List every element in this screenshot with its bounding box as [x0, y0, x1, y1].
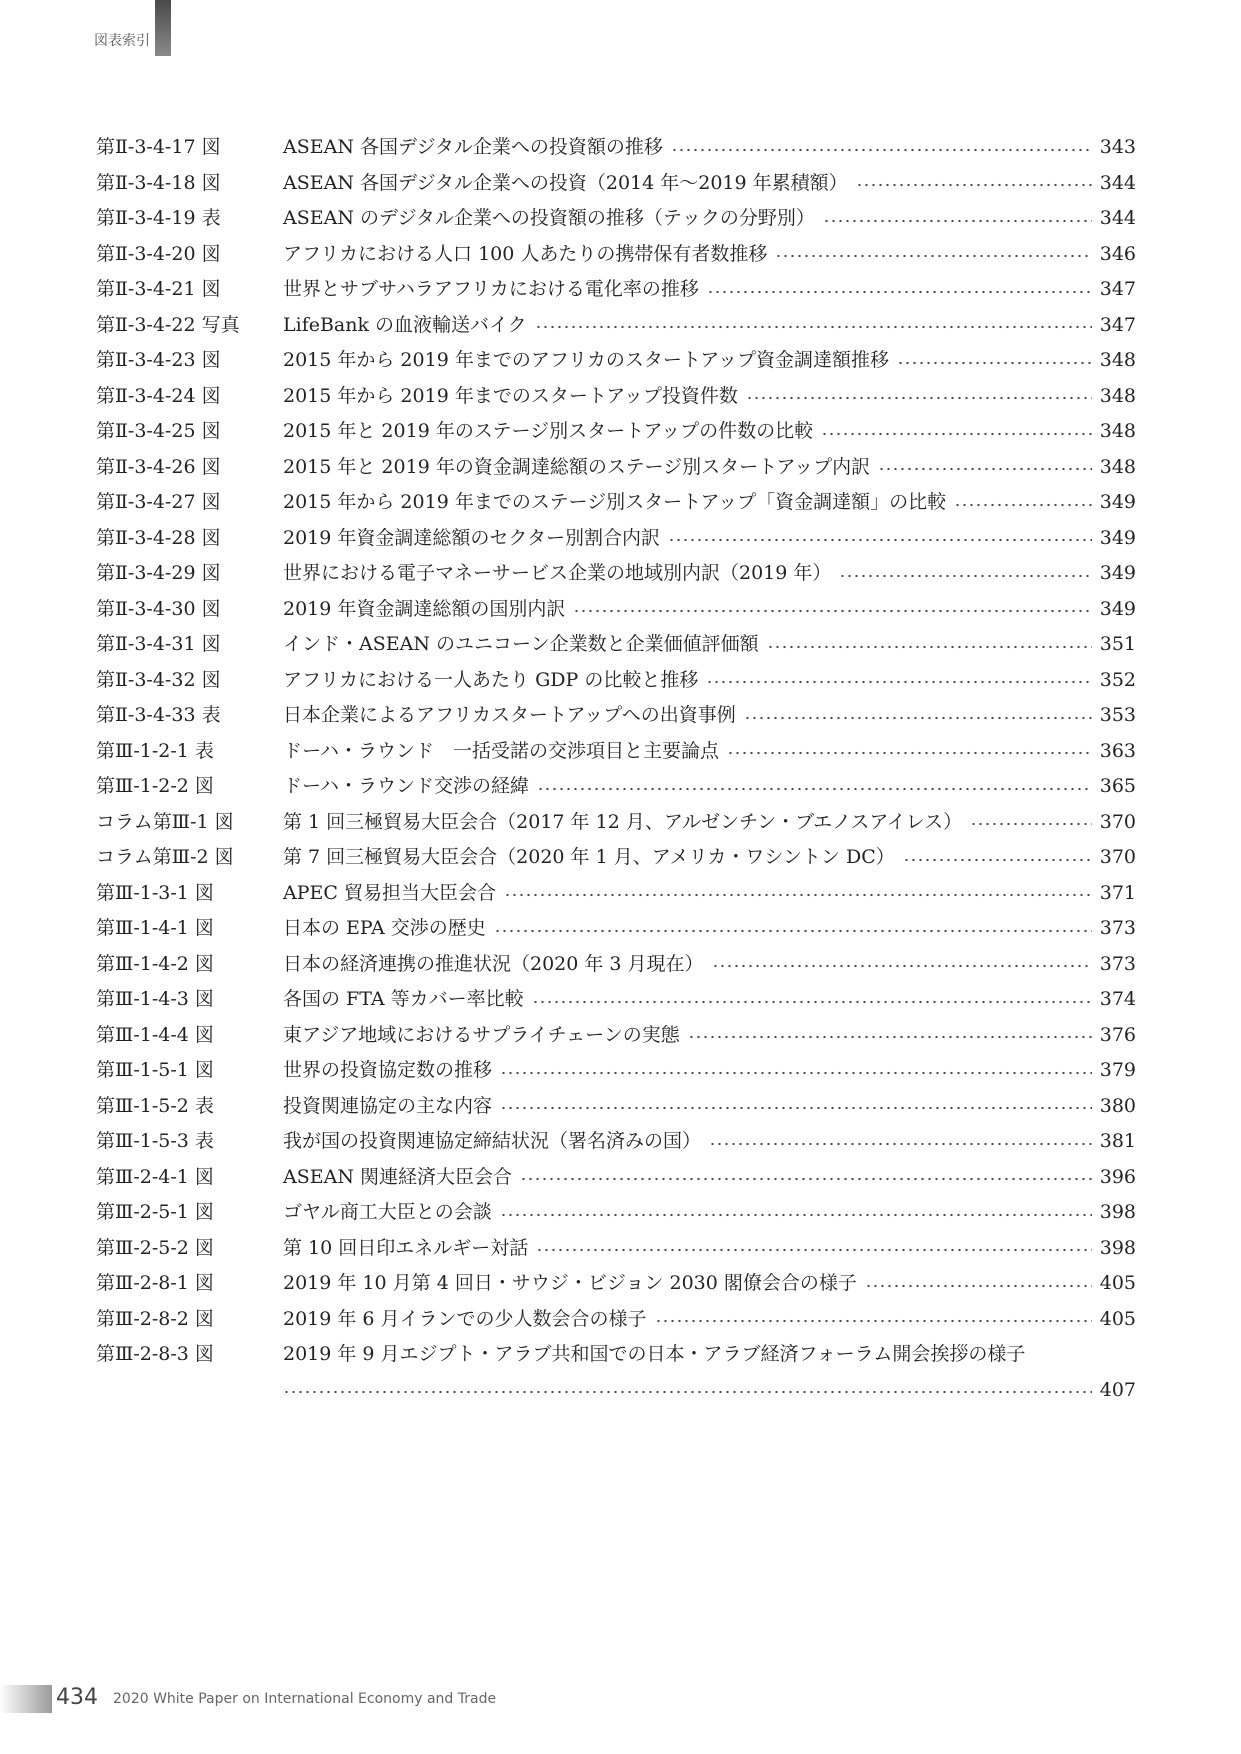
entry-page-number: 344 [1099, 171, 1136, 194]
index-entry[interactable] [96, 485, 1136, 521]
entry-label: 第Ⅲ-2-8-1 図 [96, 1272, 214, 1294]
dot-leader [500, 1213, 1092, 1217]
entry-page-number: 348 [1099, 349, 1136, 371]
entry-page-number: 381 [1099, 1130, 1136, 1152]
index-entry[interactable] [96, 272, 1136, 308]
index-entry[interactable] [96, 166, 1136, 202]
entry-page-number: 396 [1099, 1165, 1136, 1188]
index-entry[interactable] [96, 556, 1136, 592]
entry-page-number: 405 [1099, 1307, 1136, 1330]
entry-label: 第Ⅱ-3-4-19 表 [96, 207, 221, 229]
entry-page-number: 348 [1099, 455, 1136, 478]
dot-leader [500, 1106, 1092, 1110]
dot-leader [573, 609, 1091, 613]
entry-page-number: 347 [1099, 313, 1136, 336]
dot-leader [775, 254, 1091, 258]
entry-title: 世界における電子マネーサービス企業の地域別内訳（2019 年） [283, 562, 832, 584]
entry-page-number: 351 [1099, 633, 1136, 655]
entry-title: 日本の EPA 交渉の歴史 [283, 917, 486, 939]
entry-page-number: 349 [1099, 491, 1136, 513]
entry-label: コラム第Ⅲ-2 図 [96, 846, 234, 868]
index-entry[interactable] [96, 130, 1136, 166]
entry-label: 第Ⅱ-3-4-29 図 [96, 562, 221, 584]
entry-title: LifeBank の血液輸送バイク [283, 313, 527, 336]
dot-leader [709, 1142, 1092, 1146]
index-entry[interactable] [96, 876, 1136, 912]
dot-leader [671, 148, 1092, 152]
entry-title: インド・ASEAN のユニコーン企業数と企業価値評価額 [283, 633, 759, 655]
dot-leader [536, 1248, 1091, 1252]
entry-title: 2019 年資金調達総額の国別内訳 [283, 597, 566, 620]
dot-leader [744, 716, 1092, 720]
entry-title: 第 1 回三極貿易大臣会合（2017 年 12 月、アルゼンチン・ブエノスアイレス） [283, 810, 963, 833]
dot-leader [839, 574, 1091, 578]
entry-title: APEC 貿易担当大臣会合 [283, 881, 496, 904]
dot-leader [823, 219, 1092, 223]
dot-leader [821, 432, 1092, 436]
entry-label: 第Ⅲ-2-5-2 図 [96, 1236, 214, 1259]
entry-title: 2015 年と 2019 年の資金調達総額のステージ別スタートアップ内訳 [283, 455, 871, 478]
entry-title: 東アジア地域におけるサプライチェーンの実態 [283, 1023, 680, 1046]
index-entry[interactable] [96, 947, 1136, 983]
entry-page-number: 343 [1099, 136, 1136, 158]
entry-title: 2015 年から 2019 年までのスタートアップ投資件数 [283, 384, 738, 407]
entry-label: 第Ⅲ-1-4-1 図 [96, 917, 214, 939]
index-entry[interactable] [96, 982, 1136, 1018]
entry-title: 2019 年資金調達総額のセクター別割合内訳 [283, 526, 661, 549]
header-accent-bar [155, 0, 171, 56]
index-entry[interactable] [96, 1231, 1136, 1267]
entry-label: 第Ⅱ-3-4-23 図 [96, 349, 221, 371]
entry-label: 第Ⅱ-3-4-18 図 [96, 171, 221, 194]
entry-label: 第Ⅲ-1-3-1 図 [96, 881, 214, 904]
entry-title: ASEAN 各国デジタル企業への投資（2014 年～2019 年累積額） [283, 171, 848, 194]
dot-leader [500, 1071, 1092, 1075]
entry-page-number: 353 [1099, 704, 1136, 726]
entry-label: 第Ⅲ-2-5-1 図 [96, 1201, 214, 1223]
entry-page-number: 405 [1099, 1272, 1136, 1294]
entry-label: 第Ⅲ-2-8-2 図 [96, 1307, 214, 1330]
entry-label: 第Ⅱ-3-4-22 写真 [96, 313, 240, 336]
entry-title: 2019 年 10 月第 4 回日・サウジ・ビジョン 2030 閣僚会合の様子 [283, 1272, 857, 1294]
entry-label: コラム第Ⅲ-1 図 [96, 810, 234, 833]
entry-label: 第Ⅱ-3-4-32 図 [96, 668, 221, 691]
entry-page-number: 373 [1099, 952, 1136, 975]
dot-leader [865, 1284, 1092, 1288]
entry-page-number: 398 [1099, 1201, 1136, 1223]
index-entry[interactable] [96, 414, 1136, 450]
entry-page-number: 379 [1099, 1059, 1136, 1081]
entry-page-number: 348 [1099, 420, 1136, 442]
entry-page-number: 352 [1099, 668, 1136, 691]
entry-page-number: 363 [1099, 739, 1136, 762]
entry-label: 第Ⅱ-3-4-27 図 [96, 491, 221, 513]
entry-page-number: 374 [1099, 988, 1136, 1010]
dot-leader [903, 858, 1092, 862]
entry-title: 各国の FTA 等カバー率比較 [283, 988, 524, 1010]
dot-leader [494, 929, 1092, 933]
index-entry[interactable] [96, 840, 1136, 876]
index-entry[interactable] [96, 450, 1136, 486]
entry-page-number: 349 [1099, 597, 1136, 620]
entry-title: 日本企業によるアフリカスタートアップへの出資事例 [283, 704, 736, 726]
entry-title: ASEAN 関連経済大臣会合 [283, 1165, 512, 1188]
entry-title: 世界とサブサハラアフリカにおける電化率の推移 [283, 278, 699, 300]
entry-page-number: 371 [1099, 881, 1136, 904]
entry-label: 第Ⅱ-3-4-30 図 [96, 597, 221, 620]
entry-page-number: 347 [1099, 278, 1136, 300]
index-entry[interactable] [96, 308, 1136, 344]
entry-label: 第Ⅲ-1-5-2 表 [96, 1094, 214, 1117]
index-entry[interactable] [96, 911, 1136, 947]
entry-title: ASEAN のデジタル企業への投資額の推移（テックの分野別） [283, 207, 815, 229]
entry-label: 第Ⅲ-1-4-2 図 [96, 952, 214, 975]
entry-title: 日本の経済連携の推進状況（2020 年 3 月現在） [283, 952, 704, 975]
entry-page-number: 380 [1099, 1094, 1136, 1117]
dot-leader [878, 467, 1092, 471]
entry-page-number: 370 [1099, 810, 1136, 833]
entry-title: 2015 年と 2019 年のステージ別スタートアップの件数の比較 [283, 420, 814, 442]
index-entry[interactable] [96, 237, 1136, 273]
index-entry-continuation [96, 1373, 1136, 1409]
entry-title: ドーハ・ラウンド交渉の経緯 [283, 775, 530, 797]
index-entry[interactable] [96, 201, 1136, 237]
dot-leader [954, 503, 1092, 507]
dot-leader [535, 325, 1092, 329]
entry-title: ASEAN 各国デジタル企業への投資額の推移 [283, 136, 663, 158]
entry-label: 第Ⅱ-3-4-33 表 [96, 704, 221, 726]
entry-page-number: 344 [1099, 207, 1136, 229]
entry-label: 第Ⅲ-1-4-3 図 [96, 988, 214, 1010]
dot-leader [532, 1000, 1092, 1004]
dot-leader [668, 538, 1092, 542]
entry-label: 第Ⅱ-3-4-17 図 [96, 136, 221, 158]
dot-leader [746, 396, 1092, 400]
index-entry[interactable] [96, 769, 1136, 805]
dot-leader [712, 964, 1092, 968]
index-entry[interactable] [96, 1266, 1136, 1302]
index-entry[interactable] [96, 1053, 1136, 1089]
entry-label: 第Ⅲ-1-5-1 図 [96, 1059, 214, 1081]
dot-leader [707, 290, 1092, 294]
entry-title: 投資関連協定の主な内容 [283, 1094, 493, 1117]
index-entry[interactable] [96, 343, 1136, 379]
dot-leader [655, 1319, 1092, 1323]
entry-label: 第Ⅲ-1-5-3 表 [96, 1130, 214, 1152]
entry-label: 第Ⅱ-3-4-26 図 [96, 455, 221, 478]
index-entry[interactable] [96, 1124, 1136, 1160]
dot-leader [706, 680, 1091, 684]
entry-label: 第Ⅱ-3-4-28 図 [96, 526, 221, 549]
entry-label: 第Ⅱ-3-4-21 図 [96, 278, 221, 300]
index-entry[interactable] [96, 1160, 1136, 1196]
entry-title: 2015 年から 2019 年までのアフリカのスタートアップ資金調達額推移 [283, 349, 889, 371]
index-entry[interactable] [96, 627, 1136, 663]
entry-page-number: 398 [1099, 1236, 1136, 1259]
entry-title: ゴヤル商工大臣との会談 [283, 1201, 492, 1223]
entry-label: 第Ⅱ-3-4-31 図 [96, 633, 221, 655]
dot-leader [970, 822, 1092, 826]
index-entry[interactable] [96, 1089, 1136, 1125]
entry-page-number: 349 [1099, 526, 1136, 549]
entry-page-number: 348 [1099, 384, 1136, 407]
index-entry[interactable] [96, 1195, 1136, 1231]
entry-title: 我が国の投資関連協定締結状況（署名済みの国） [283, 1130, 702, 1152]
entry-page-number: 370 [1099, 846, 1136, 868]
figure-index-list [96, 130, 1136, 1408]
index-entry[interactable] [96, 734, 1136, 770]
index-entry[interactable] [96, 805, 1136, 841]
index-entry[interactable] [96, 592, 1136, 628]
entry-page-number: 373 [1099, 917, 1136, 939]
dot-leader [727, 751, 1092, 755]
entry-page-number: 365 [1099, 775, 1136, 797]
entry-title: 2019 年 6 月イランでの少人数会合の様子 [283, 1307, 647, 1330]
footer-page-number: 434 [56, 1685, 98, 1710]
index-entry[interactable] [96, 1302, 1136, 1338]
entry-label: 第Ⅱ-3-4-20 図 [96, 242, 221, 265]
entry-title: 第 10 回日印エネルギー対話 [283, 1236, 529, 1259]
entry-title: 2019 年 9 月エジプト・アラブ共和国での日本・アラブ経済フォーラム開会挨拶の様子 [283, 1343, 1026, 1365]
entry-title: 2015 年から 2019 年までのステージ別スタートアップ「資金調達額」の比較 [283, 491, 947, 513]
entry-page-number: 346 [1099, 242, 1136, 265]
entry-page-number: 407 [1099, 1378, 1136, 1401]
index-entry[interactable] [96, 521, 1136, 557]
dot-leader [897, 361, 1092, 365]
entry-label: 第Ⅲ-1-4-4 図 [96, 1023, 214, 1046]
entry-title: ドーハ・ラウンド 一括受諾の交渉項目と主要論点 [283, 739, 720, 762]
index-entry[interactable] [96, 698, 1136, 734]
entry-page-number: 349 [1099, 562, 1136, 584]
entry-title: アフリカにおける一人あたり GDP の比較と推移 [283, 668, 699, 691]
index-entry[interactable] [96, 663, 1136, 699]
entry-label: 第Ⅲ-2-8-3 図 [96, 1343, 214, 1365]
section-label: 図表索引 [94, 33, 150, 49]
index-entry[interactable] [96, 1337, 1136, 1373]
entry-label: 第Ⅱ-3-4-25 図 [96, 420, 221, 442]
index-entry[interactable] [96, 379, 1136, 415]
footer-publication-title: 2020 White Paper on International Economy and Trade [113, 1691, 497, 1707]
entry-title: アフリカにおける人口 100 人あたりの携帯保有者数推移 [283, 242, 768, 265]
entry-page-number: 376 [1099, 1023, 1136, 1046]
entry-label: 第Ⅲ-2-4-1 図 [96, 1165, 214, 1188]
dot-leader [520, 1177, 1092, 1181]
dot-leader [856, 183, 1092, 187]
dot-leader [537, 787, 1092, 791]
dot-leader [504, 893, 1092, 897]
entry-label: 第Ⅱ-3-4-24 図 [96, 384, 221, 407]
footer-accent-bar [0, 1685, 52, 1713]
dot-leader [767, 645, 1092, 649]
entry-title: 世界の投資協定数の推移 [283, 1059, 493, 1081]
entry-title: 第 7 回三極貿易大臣会合（2020 年 1 月、アメリカ・ワシントン DC） [283, 846, 895, 868]
index-entry[interactable] [96, 1018, 1136, 1054]
entry-label: 第Ⅲ-1-2-1 表 [96, 739, 214, 762]
dot-leader [283, 1390, 1092, 1394]
entry-label: 第Ⅲ-1-2-2 図 [96, 775, 214, 797]
dot-leader [688, 1035, 1092, 1039]
